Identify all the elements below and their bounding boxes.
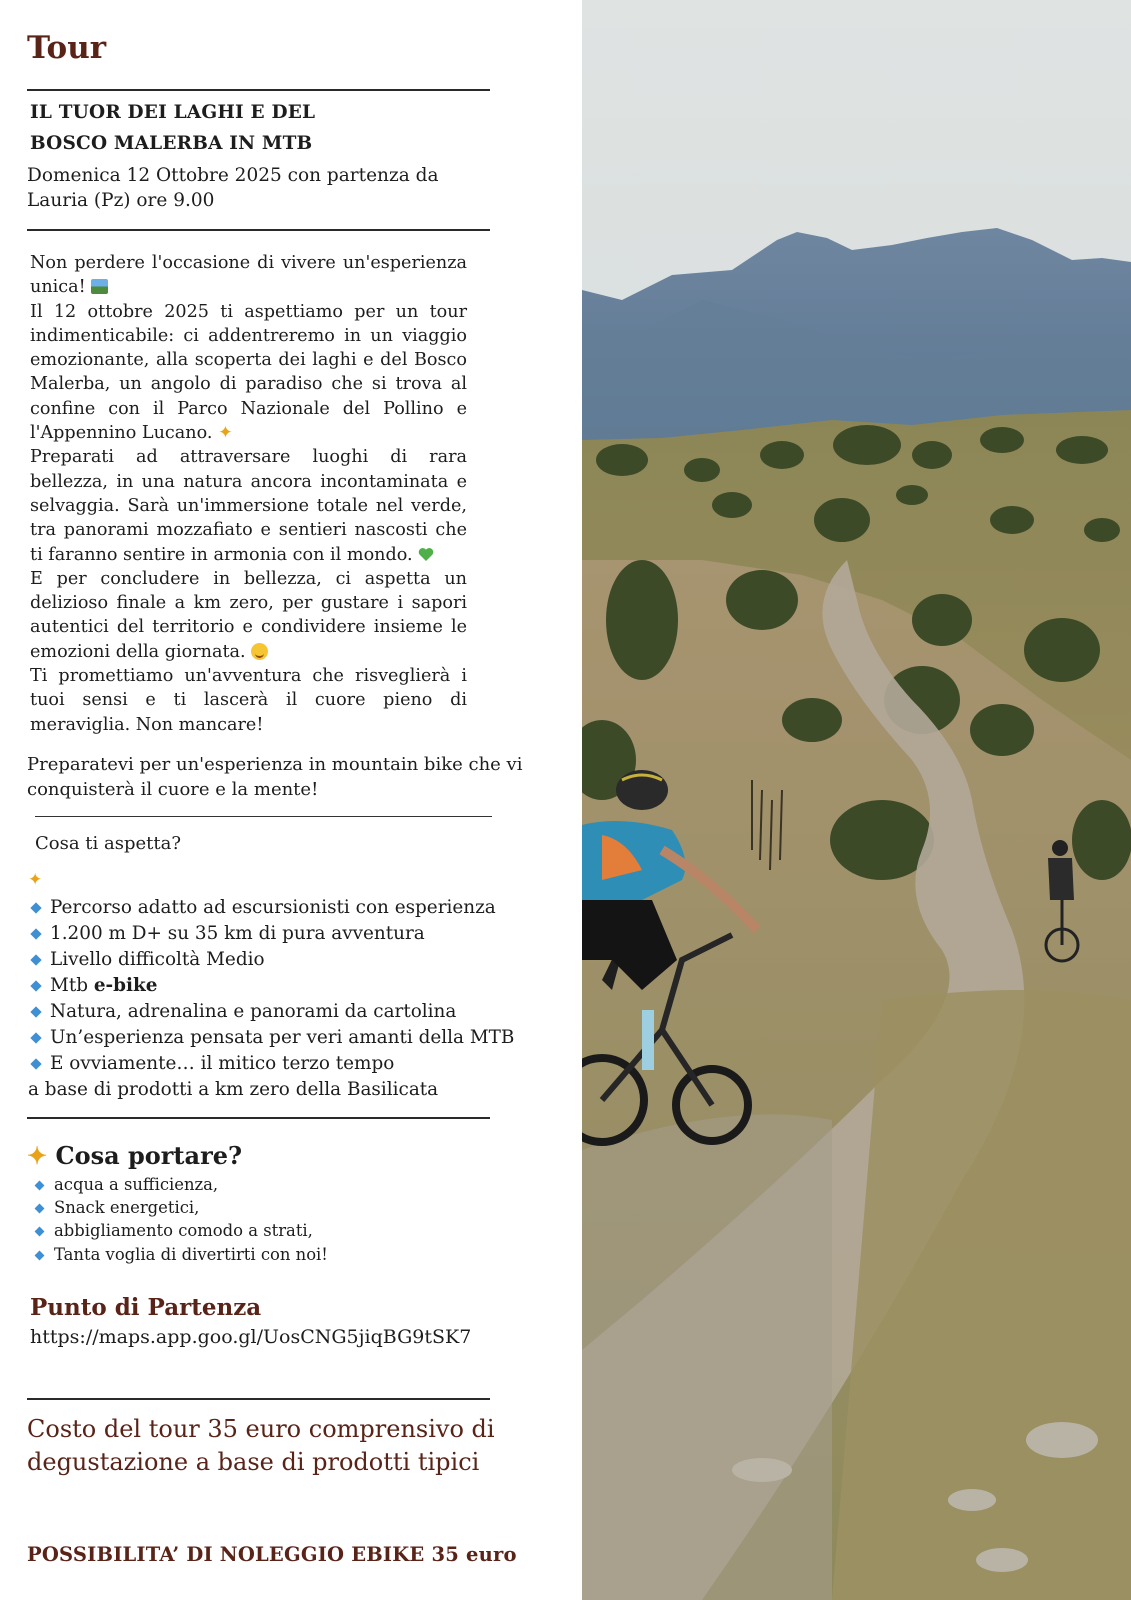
ebike-label: e-bike <box>93 975 158 996</box>
list-item: Mtb e-bike <box>28 973 573 999</box>
blue-diamond-icon <box>35 1204 45 1214</box>
list-item: 1.200 m D+ su 35 km di pura avventura <box>28 921 573 947</box>
punto-heading: Punto di Partenza <box>30 1294 262 1321</box>
prep-text: Preparatevi per un'esperienza in mountain bike che vi conquisterà il cuore e la mente! <box>27 754 523 800</box>
blue-diamond-icon <box>30 1006 41 1017</box>
description <box>30 251 467 737</box>
green-heart-icon <box>418 547 434 562</box>
tour-subtitle <box>30 97 315 159</box>
bring-heading: ✦ Cosa portare? <box>27 1141 243 1170</box>
date-text: Domenica 12 Ottobre 2025 con partenza da Lauria (Pz) ore 9.00 <box>27 165 439 211</box>
list-item: Natura, adrenalina e panorami da cartolina <box>28 999 573 1025</box>
description-paragraph: Il 12 ottobre 2025 ti aspettiamo per un tour indimenticabile: ci addentreremo in un viaggio emozionante, alla scoperta dei laghi e del Bosco Malerba, un angolo di paradiso che si trova al confine con il Parco Nazionale del Pollino e l'Appennino Lucano. <box>30 301 467 444</box>
subtitle-line: BOSCO MALERBA IN MTB <box>30 133 313 154</box>
cosa-heading: Cosa ti aspetta? <box>35 833 182 854</box>
mountain-bike-photo <box>582 0 1131 1600</box>
map-link[interactable]: https://maps.app.goo.gl/UosCNG5jiqBG9tSK7 <box>30 1326 472 1348</box>
blue-diamond-icon <box>30 902 41 913</box>
sparkle-icon: ✦ <box>27 1141 48 1170</box>
divider <box>27 1398 490 1400</box>
sparkle-icon: ✦ <box>218 423 233 444</box>
divider <box>35 816 492 817</box>
list-item: Tanta voglia di divertirti con noi! <box>28 1243 328 1266</box>
divider <box>27 89 490 91</box>
blue-diamond-icon <box>35 1250 45 1260</box>
mountain-bike-photo-illustration <box>582 0 1131 1600</box>
bring-list <box>28 1173 328 1266</box>
subtitle-line: IL TUOR DEI LAGHI E DEL <box>30 102 316 123</box>
blue-diamond-icon <box>30 954 41 965</box>
blue-diamond-icon <box>30 1032 41 1043</box>
blue-diamond-icon <box>30 980 41 991</box>
list-item: abbigliamento comodo a strati, <box>28 1219 328 1242</box>
divider <box>27 229 490 231</box>
list-item: Percorso adatto ad escursionisti con esperienza <box>28 895 573 921</box>
list-item: Snack energetici, <box>28 1196 328 1219</box>
description-paragraph: Ti promettiamo un'avventura che risveglierà i tuoi sensi e ti lascerà il cuore pieno di meraviglia. Non mancare! <box>30 666 467 735</box>
feature-list <box>28 895 573 1103</box>
blue-diamond-icon <box>30 1058 41 1069</box>
cost-text: Costo del tour 35 euro comprensivo di degustazione a base di prodotti tipici <box>27 1415 495 1476</box>
page-title: Tour <box>27 30 107 66</box>
blue-diamond-icon <box>35 1227 45 1237</box>
list-item: Un’esperienza pensata per veri amanti della MTB <box>28 1025 573 1051</box>
list-item: acqua a sufficienza, <box>28 1173 328 1196</box>
rental-text: POSSIBILITA’ DI NOLEGGIO EBIKE 35 euro <box>27 1543 517 1566</box>
description-paragraph: Preparati ad attraversare luoghi di rara bellezza, in una natura ancora incontaminata e selvaggia. Sarà un'immersione totale nel verde, tra panorami mozzafiato e sentieri nascosti che ti faranno sentire in armonia con il mondo. <box>30 447 467 565</box>
sparkle-icon: ✦ <box>28 870 43 890</box>
blue-diamond-icon <box>35 1181 45 1191</box>
description-paragraph: Non perdere l'occasione di vivere un'esperienza unica! <box>30 253 467 298</box>
divider <box>27 1117 490 1119</box>
list-item-tail: a base di prodotti a km zero della Basilicata <box>28 1079 439 1100</box>
description-paragraph: E per concludere in bellezza, ci aspetta un delizioso finale a km zero, per gustare i sapori autentici del territorio e condividere insieme le emozioni della giornata. <box>30 568 467 662</box>
list-item: Livello difficoltà Medio <box>28 947 573 973</box>
list-item: E ovviamente… il mitico terzo tempo <box>28 1051 573 1077</box>
landscape-icon <box>91 279 108 294</box>
yum-face-icon <box>251 643 268 660</box>
blue-diamond-icon <box>30 928 41 939</box>
